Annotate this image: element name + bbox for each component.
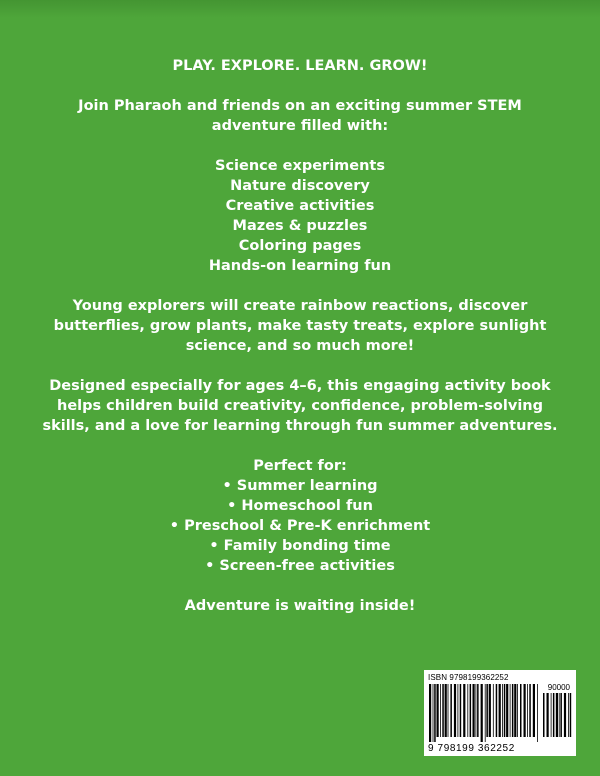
barcode-bar [499,684,501,737]
isbn-label: ISBN 9798199362252 [428,673,509,682]
barcode-bar [454,684,456,737]
barcode-bar [448,684,449,737]
barcode-bar [477,684,479,737]
barcode-bar [570,693,572,737]
barcode-bar [551,693,552,737]
activity-item: Nature discovery [230,178,370,194]
barcode-bar [559,693,560,737]
barcode-bar [434,684,436,742]
barcode-bar [489,684,491,737]
barcode-bar [543,693,545,737]
barcode-bar [553,693,555,737]
activity-item: Mazes & puzzles [232,218,368,234]
barcode-bar [481,684,483,742]
barcode-bar [442,684,444,737]
barcode-bar [486,684,488,737]
barcode-bar [529,684,531,737]
barcode-bar [463,684,465,737]
barcode-bar [504,684,506,737]
perfect-for-heading: Perfect for: [253,458,347,474]
explorers-paragraph: Young explorers will create rainbow reactions, discover butterflies, grow plants, make tasty treats, explore sunlight science, and so much more! [53,298,547,354]
barcode-bar [440,684,441,737]
barcode-bar [433,684,434,742]
barcode-bar [564,693,566,737]
barcode-bar [467,684,468,737]
barcode-bar [502,684,503,737]
barcode-bar [473,684,475,737]
closing-line: Adventure is waiting inside! [184,598,416,614]
barcode-bar [450,684,452,737]
designed-paragraph: Designed especially for ages 4–6, this engaging activity book helps children build creativity, confidence, problem-solving skills, and a love for learning through fun summer adventures. [42,378,558,434]
barcode-bar [556,693,558,737]
barcode-bar [524,684,526,737]
isbn-barcode [424,670,576,756]
barcode-bar [429,684,431,742]
activity-item: Coloring pages [238,238,362,254]
perfect-for-item: • Preschool & Pre-K enrichment [169,518,431,534]
barcode-bar [514,684,516,737]
barcode-digits: 9 798199 362252 [428,743,515,754]
barcode-bar [458,684,459,737]
barcode-bar [533,684,535,737]
barcode-bar [445,684,447,737]
barcode-bar [476,684,477,737]
barcode-bar [560,693,562,737]
tagline: PLAY. EXPLORE. LEARN. GROW! [172,58,428,74]
barcode-bar [460,684,462,737]
addon-barcode-bars [542,693,572,742]
perfect-for-item: • Screen-free activities [205,558,395,574]
cover-top-edge [0,0,600,18]
barcode-bar [485,684,486,742]
barcode-bar [470,684,472,737]
perfect-for-item: • Summer learning [222,478,378,494]
barcode-bar [496,684,498,737]
perfect-for-item: • Family bonding time [209,538,391,554]
barcode-bar [568,693,569,737]
perfect-for-list [40,476,560,576]
barcode-bar [527,684,528,737]
activity-item: Science experiments [215,158,385,174]
back-cover-text [40,56,560,616]
barcode-bar [506,684,508,737]
activity-item: Hands-on learning fun [208,258,392,274]
barcode-bars [428,684,538,742]
barcode-bar [517,684,518,737]
barcode-bar [547,693,549,737]
barcode-bar [493,684,494,737]
activity-item: Creative activities [225,198,375,214]
barcode-bar [512,684,514,737]
perfect-for-item: • Homeschool fun [227,498,373,514]
price-code: 90000 [547,683,570,692]
activity-list [40,156,560,276]
barcode-bar [437,684,439,737]
barcode-bar [510,684,511,737]
intro-paragraph: Join Pharaoh and friends on an exciting summer STEM adventure filled with: [78,98,522,134]
barcode-bar [537,684,538,742]
barcode-bar [520,684,522,737]
